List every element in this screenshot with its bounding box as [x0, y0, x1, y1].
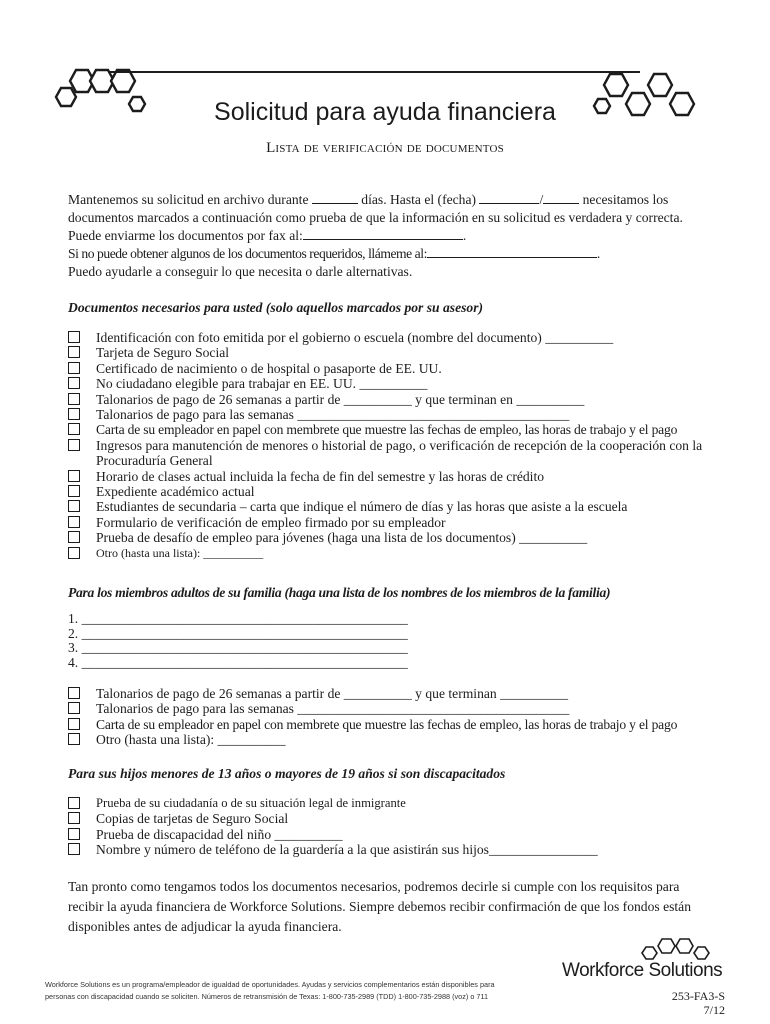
family-member-line[interactable]: 3. ________________________________________________	[68, 640, 408, 655]
family-member-line[interactable]: 1. ________________________________________________	[68, 611, 408, 626]
checkbox[interactable]	[68, 828, 80, 840]
form-number: 253-FA3-S	[671, 989, 725, 1003]
item-label: Talonarios de pago de 26 semanas a partir de __________ y que terminan __________	[96, 686, 569, 701]
item-label: Talonarios de pago de 26 semanas a partir de __________ y que terminan en __________	[96, 391, 585, 407]
item-label: Prueba de discapacidad del niño __________	[96, 826, 343, 842]
item-label: Tarjeta de Seguro Social	[96, 345, 230, 361]
fax-field[interactable]	[303, 227, 463, 240]
checkbox[interactable]	[68, 843, 80, 855]
checklist-item	[68, 422, 758, 437]
checklist-item	[68, 345, 758, 360]
footer-disclaimer	[45, 979, 545, 1003]
checkbox[interactable]	[68, 531, 80, 543]
checklist-item	[68, 686, 758, 701]
checkbox[interactable]	[68, 733, 80, 745]
checklist-item	[68, 484, 758, 499]
intro-line-2: documentos marcados a continuación como prueba de que la información en su solicitud es verdadera y correcta.	[68, 210, 683, 225]
intro-line-5: Puedo ayudarle a conseguir lo que necesita o darle alternativas.	[68, 264, 413, 279]
checkbox[interactable]	[68, 362, 80, 374]
checklist-item	[68, 376, 758, 391]
form-code	[672, 989, 725, 1017]
intro-line-3	[68, 227, 748, 245]
checklist-item	[68, 469, 758, 484]
intro-text: días. Hasta el (fecha)	[361, 192, 477, 207]
family-member-line[interactable]: 4. ________________________________________________	[68, 654, 408, 670]
intro-text: Mantenemos su solicitud en archivo durante	[68, 192, 309, 207]
checkbox[interactable]	[68, 470, 80, 482]
footer-line: Workforce Solutions es un programa/empleador de igualdad de oportunidades. Ayudas y servicios complementarios están disponibles para	[45, 980, 495, 989]
item-label: Horario de clases actual incluida la fecha de fin del semestre y las horas de crédito	[96, 468, 545, 484]
intro-line-1	[68, 191, 748, 209]
checkbox[interactable]	[68, 516, 80, 528]
required-checklist	[68, 330, 758, 561]
checkbox[interactable]	[68, 687, 80, 699]
checkbox[interactable]	[68, 408, 80, 420]
page-title: Solicitud para ayuda financiera	[214, 98, 556, 126]
checklist-item	[68, 361, 758, 376]
checkbox[interactable]	[68, 377, 80, 389]
checklist-item	[68, 530, 758, 545]
item-label: Nombre y número de teléfono de la guardería a la que asistirán sus hijos________________	[96, 842, 598, 858]
checkbox[interactable]	[68, 797, 80, 809]
item-label: Identificación con foto emitida por el gobierno o escuela (nombre del documento) __________	[96, 330, 614, 345]
checkbox[interactable]	[68, 393, 80, 405]
brand-wordmark: Workforce Solutions	[562, 960, 723, 981]
item-label: No ciudadano elegible para trabajar en EE. UU. __________	[96, 376, 428, 392]
checkbox[interactable]	[68, 485, 80, 497]
item-label: Otro (hasta una lista): __________	[96, 732, 286, 748]
intro-text: Si no puede obtener algunos de los documentos requeridos, llámeme al:	[68, 246, 427, 261]
date-separator: /	[539, 192, 544, 207]
intro-line-4	[68, 245, 748, 263]
item-label: Formulario de verificación de empleo firmado por su empleador	[96, 514, 446, 530]
checklist-item	[68, 392, 758, 407]
phone-field[interactable]	[427, 245, 597, 258]
item-label: Prueba de su ciudadanía o de su situación legal de inmigrante	[96, 796, 406, 810]
section-heading-adults: Para los miembros adultos de su familia (haga una lista de los nombres de los miembros de la familia)	[68, 585, 611, 600]
item-label: Prueba de desafío de empleo para jóvenes (haga una lista de los documentos) __________	[96, 530, 588, 546]
checklist-item	[68, 499, 758, 514]
item-label: Expediente académico actual	[96, 484, 255, 500]
closing-paragraph	[68, 877, 738, 937]
section-heading-children: Para sus hijos menores de 13 años o mayores de 19 años si son discapacitados	[68, 766, 506, 781]
checkbox[interactable]	[68, 331, 80, 343]
item-label: Otro (hasta una lista): __________	[96, 545, 264, 560]
checkbox[interactable]	[68, 423, 80, 435]
item-label: Ingresos para manutención de menores o historial de pago, o verificación de recepción de la cooperación con la Procuraduría General	[96, 437, 703, 469]
checklist-item	[68, 717, 758, 732]
children-checklist	[68, 796, 758, 858]
item-label: Carta de su empleador en papel con membrete que muestre las fechas de empleo, las horas de trabajo y el pago	[96, 422, 678, 438]
checklist-item	[68, 407, 758, 422]
adult-checklist	[68, 686, 758, 748]
checklist-item	[68, 811, 758, 826]
closing-line: recibir la ayuda financiera de Workforce Solutions. Siempre debemos recibir confirmación de que los fondos están	[68, 899, 692, 914]
family-member-line[interactable]: 2. ________________________________________________	[68, 625, 408, 641]
intro-block	[68, 191, 748, 281]
checklist-item	[68, 732, 758, 747]
section-heading-required: Documentos necesarios para usted (solo aquellos marcados por su asesor)	[68, 300, 484, 315]
checkbox[interactable]	[68, 718, 80, 730]
item-label: Copias de tarjetas de Seguro Social	[96, 811, 289, 827]
family-member-lines	[68, 612, 408, 670]
date-field-day[interactable]	[543, 191, 579, 204]
period: .	[462, 228, 467, 243]
item-label: Certificado de nacimiento o de hospital o pasaporte de EE. UU.	[96, 360, 442, 376]
item-label: Carta de su empleador en papel con membrete que muestre las fechas de empleo, las horas de trabajo y el pago	[96, 716, 678, 732]
page-subtitle: Lista de verificación de documentos	[266, 140, 504, 156]
checkbox[interactable]	[68, 812, 80, 824]
form-revision-date: 7/12	[703, 1003, 725, 1017]
days-field[interactable]	[312, 191, 358, 204]
closing-line: disponibles antes de adjudicar la ayuda financiera.	[68, 919, 342, 934]
checklist-item	[68, 827, 758, 842]
checklist-item	[68, 842, 758, 857]
checkbox[interactable]	[68, 500, 80, 512]
checklist-item	[68, 546, 758, 561]
checklist-item	[68, 330, 758, 345]
checkbox[interactable]	[68, 547, 80, 559]
footer-line: personas con discapacidad cuando se soliciten. Números de retransmisión de Texas: 1-800-735-2989 (TDD) 1-800-735-2988 (voz) o 711	[45, 992, 489, 1001]
date-field-month[interactable]	[479, 191, 539, 204]
item-label: Talonarios de pago para las semanas ________________________________________	[96, 701, 570, 717]
header-rule	[108, 71, 640, 73]
checklist-item	[68, 515, 758, 530]
closing-line: Tan pronto como tengamos todos los documentos necesarios, podremos decirle si cumple con los requisitos para	[68, 879, 680, 894]
intro-text: necesitamos los	[582, 192, 669, 207]
checkbox[interactable]	[68, 439, 80, 451]
checkbox[interactable]	[68, 702, 80, 714]
checklist-item	[68, 438, 736, 469]
checklist-item	[68, 796, 758, 811]
period: .	[596, 246, 600, 261]
item-label: Talonarios de pago para las semanas ________________________________________	[96, 407, 570, 423]
item-label: Estudiantes de secundaria – carta que indique el número de días y las horas que asiste a la escuela	[96, 499, 628, 515]
checklist-item	[68, 701, 758, 716]
workforce-logo-hexagons-icon	[640, 937, 712, 961]
intro-text: Puede enviarme los documentos por fax al:	[68, 228, 303, 243]
checkbox[interactable]	[68, 346, 80, 358]
